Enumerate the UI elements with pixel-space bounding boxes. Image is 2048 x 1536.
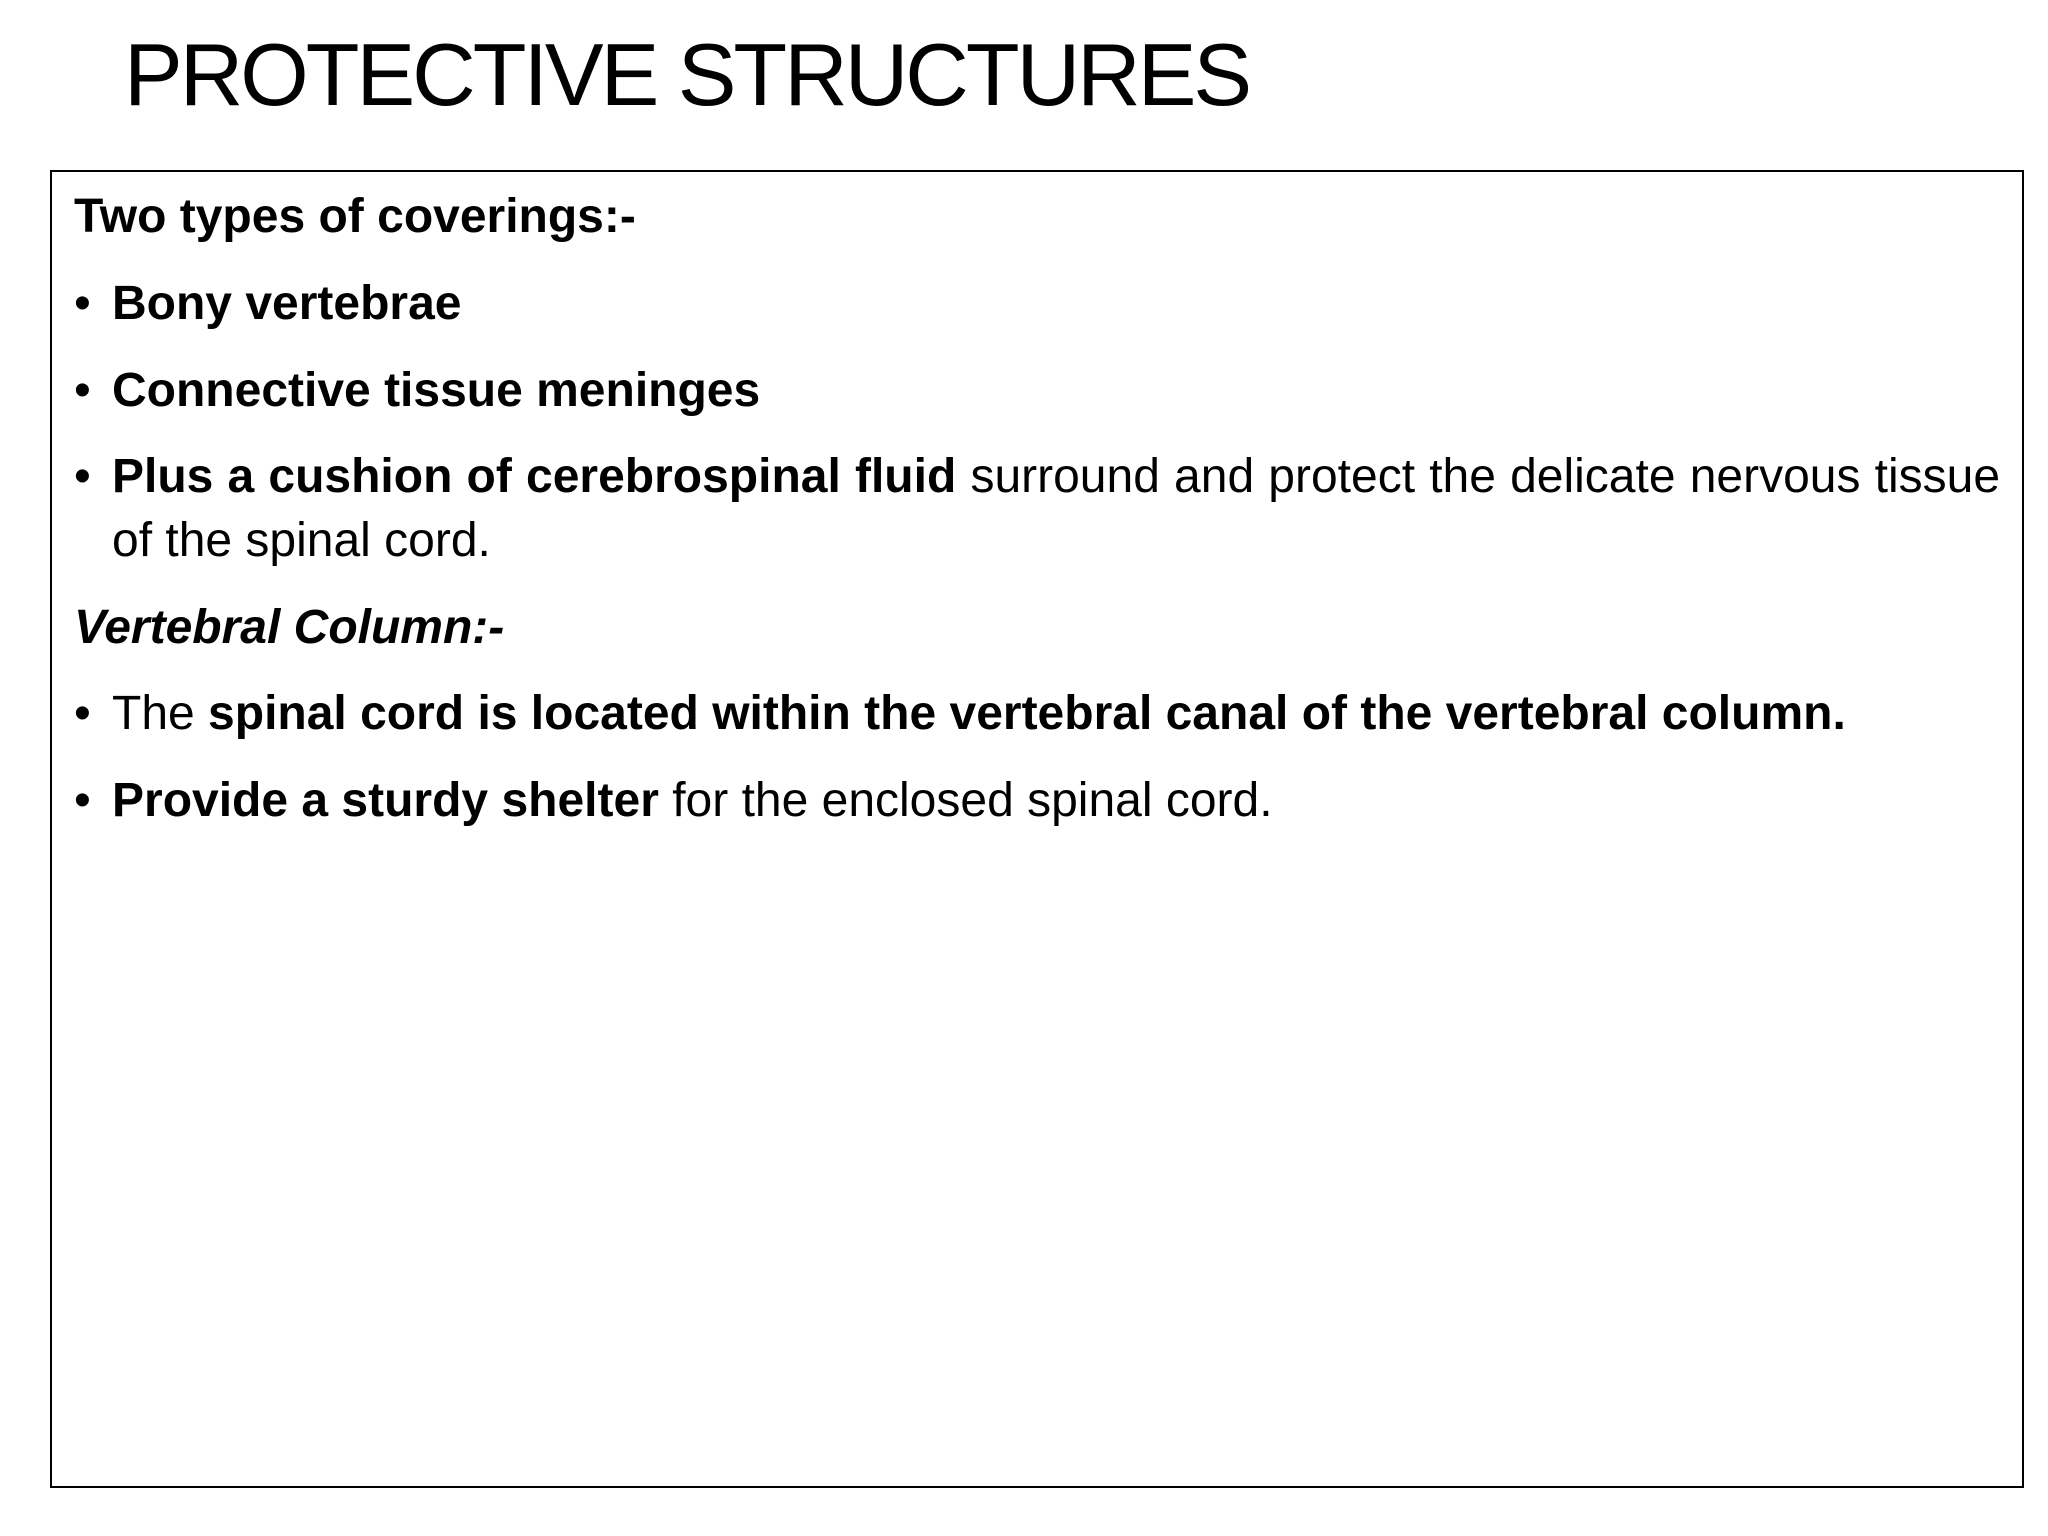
bullet-item <box>74 682 2000 746</box>
bullet-item <box>74 358 2000 423</box>
section-heading-coverings: Two types of coverings:- <box>74 190 636 243</box>
bullet-text: surround and protect the delicate nervous tissue of the spinal cord. <box>112 450 2001 567</box>
bullet-bold-text: Bony vertebrae <box>112 277 462 330</box>
slide-title: PROTECTIVE STRUCTURES <box>124 25 1250 124</box>
bullet-text: The <box>112 687 209 740</box>
bullet-item <box>74 445 2000 573</box>
section-heading-vertebral-column: Vertebral Column:- <box>74 601 505 654</box>
bullet-text: for the enclosed spinal cord. <box>658 774 1273 827</box>
bullet-icon: • <box>74 687 91 740</box>
content-box <box>50 170 2024 1488</box>
bullet-item <box>74 768 2000 833</box>
bullet-bold-text: Provide a sturdy shelter <box>112 774 659 827</box>
bullet-bold-text: Plus a cushion of cerebrospinal fluid <box>112 450 957 503</box>
bullet-icon: • <box>74 774 91 827</box>
bullet-item <box>74 271 2000 336</box>
bullet-bold-text: spinal cord is located within the vertebral canal of the vertebral column. <box>208 687 1846 740</box>
bullet-icon: • <box>74 450 91 503</box>
bullet-icon: • <box>74 364 91 417</box>
bullet-bold-text: Connective tissue meninges <box>112 364 761 417</box>
bullet-icon: • <box>74 277 91 330</box>
